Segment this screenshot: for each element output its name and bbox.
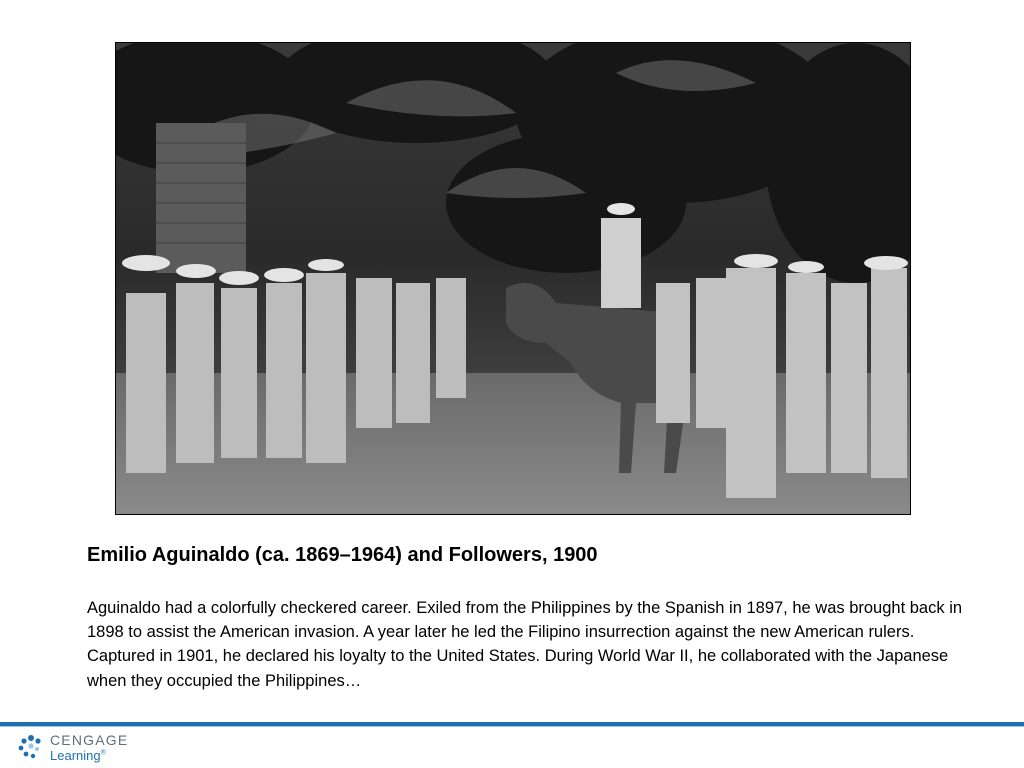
cengage-mark-icon bbox=[16, 732, 46, 762]
historical-photo bbox=[115, 42, 911, 515]
trademark-mark: ® bbox=[100, 749, 106, 757]
brand-subname: Learning® bbox=[50, 747, 106, 763]
photo-illustration bbox=[116, 43, 910, 514]
slide-title: Emilio Aguinaldo (ca. 1869–1964) and Followers, 1900 bbox=[87, 544, 598, 566]
slide-body-text: Aguinaldo had a colorfully checkered career. Exiled from the Philippines by the Spanish in 1897, he was brought back in 1898 to assist the American invasion. A year later he led the Filipino insurrection against the new American rulers. Captured in 1901, he declared his loyalty to the United States. During World War II, he collaborated with the Japanese when they occupied the Philippines… bbox=[87, 599, 963, 690]
cengage-logo bbox=[16, 730, 128, 764]
brand-name: CENGAGE bbox=[50, 731, 129, 748]
footer-divider bbox=[0, 722, 1024, 726]
